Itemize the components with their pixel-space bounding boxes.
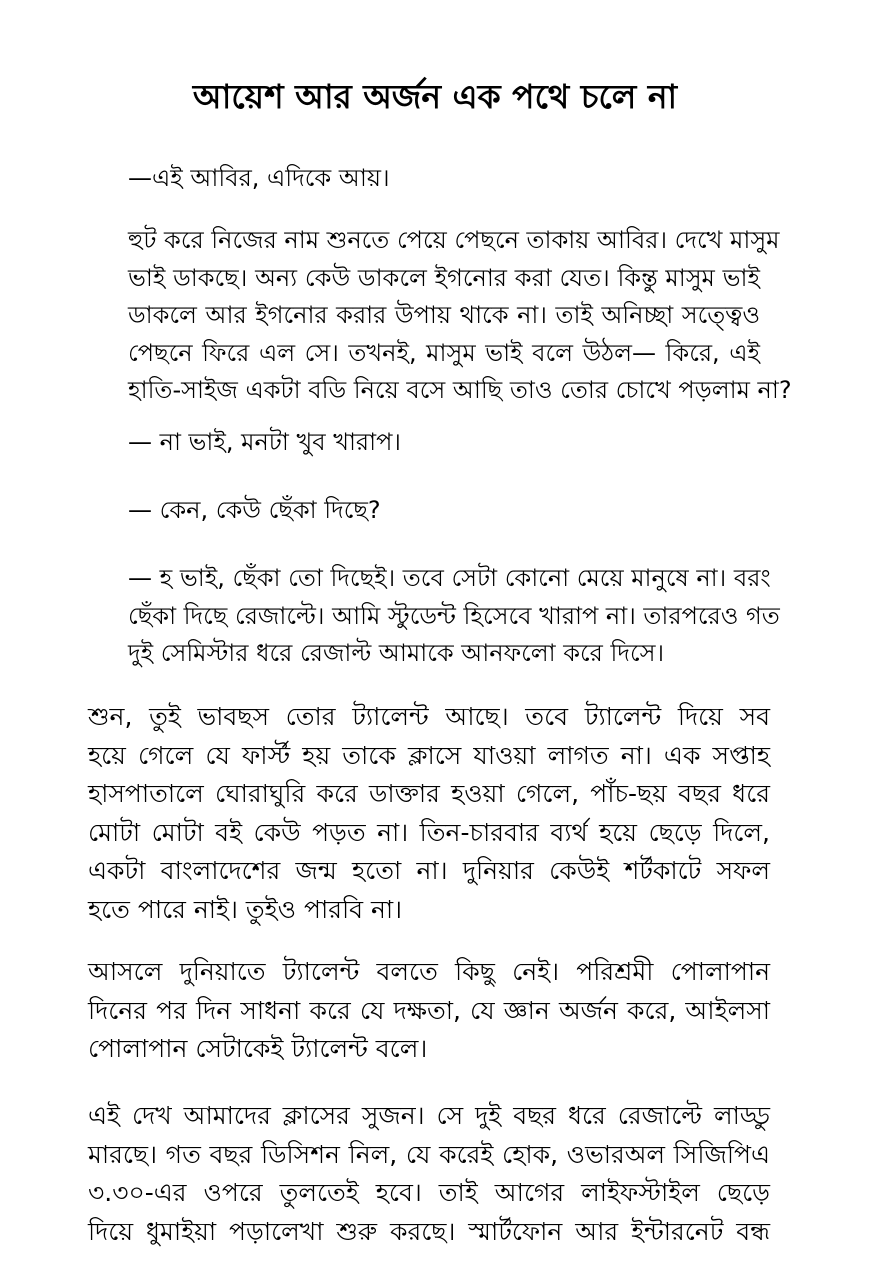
text-line: —এই আবির, এদিকে আয়।: [128, 164, 390, 192]
text-line: ভাই ডাকছে। অন্য কেউ ডাকলে ইগনোর করা যেত। কিন্তু মাসুম ভাই: [128, 263, 760, 292]
dialogue-call: [128, 160, 760, 198]
body-paragraph-hardwork: [88, 953, 770, 1069]
text-line: — না ভাই, মনটা খুব খারাপ।: [128, 428, 401, 456]
text-line: পোলাপান সেটাকেই ট্যালেন্ট বলে।: [88, 1034, 428, 1063]
text-line: মোটা মোটা বই কেউ পড়ত না। তিন-চারবার ব্যর্থ হয়ে ছেড়ে দিলে,: [88, 817, 770, 847]
text-line: পেছনে ফিরে এল সে। তখনই, মাসুম ভাই বলে উঠল— কিরে, এই: [128, 338, 760, 367]
chapter-title: আয়েশ আর অর্জন এক পথে চলে না: [192, 77, 678, 116]
text-line: ছেঁকা দিছে রেজাল্টে। আমি স্টুডেন্ট হিসেবে খারাপ না। তারপরেও গত: [128, 601, 780, 630]
text-line: দুই সেমিস্টার ধরে রেজাল্ট আমাকে আনফলো করে দিসে।: [128, 639, 665, 667]
text-line: হাতি-সাইজ একটা বডি নিয়ে বসে আছি তাও তোর চোখে পড়লাম না?: [128, 376, 792, 404]
text-line: একটা বাংলাদেশের জন্ম হতো না। দুনিয়ার কেউই শর্টকাটে সফল: [88, 856, 770, 885]
narration-paragraph: [128, 222, 792, 410]
text-line: এই দেখ আমাদের ক্লাসের সুজন। সে দুই বছর ধরে রেজাল্টে লাড্ডু: [88, 1101, 770, 1130]
dialogue-question: [128, 492, 760, 530]
text-line: — কেন, কেউ ছেঁকা দিছে?: [128, 496, 381, 524]
dialogue-reply: [128, 424, 760, 462]
text-line: ডাকলে আর ইগনোর করার উপায় থাকে না। তাই অনিচ্ছা সত্ত্বেও: [128, 301, 760, 329]
dialogue-explanation: [128, 560, 780, 673]
text-line: দিয়ে ধুমাইয়া পড়ালেখা শুরু করছে। স্মার্টফোন আর ইন্টারনেট বন্ধ: [88, 1216, 770, 1246]
text-line: দিনের পর দিন সাধনা করে যে দক্ষতা, যে জ্ঞান অর্জন করে, আইলসা: [88, 995, 770, 1025]
text-line: হয়ে গেলে যে ফার্স্ট হয় তাকে ক্লাসে যাওয়া লাগত না। এক সপ্তাহ: [88, 740, 770, 770]
text-line: হুট করে নিজের নাম শুনতে পেয়ে পেছনে তাকায় আবির। দেখে মাসুম: [128, 226, 780, 254]
text-line: মারছে। গত বছর ডিসিশন নিল, যে করেই হোক, ওভারঅল সিজিপিএ: [88, 1139, 770, 1169]
text-line: হতে পারে নাই। তুইও পারবি না।: [88, 894, 403, 924]
text-line: আসলে দুনিয়াতে ট্যালেন্ট বলতে কিছু নেই। পরিশ্রমী পোলাপান: [88, 957, 770, 986]
text-line: — হ ভাই, ছেঁকা তো দিছেই। তবে সেটা কোনো মেয়ে মানুষে না। বরং: [128, 564, 771, 592]
text-line: শুন, তুই ভাবছস তোর ট্যালেন্ট আছে। তবে ট্যালেন্ট দিয়ে সব: [88, 702, 770, 731]
text-line: ৩.৩০-এর ওপরে তুলতেই হবে। তাই আগের লাইফস্টাইল ছেড়ে: [88, 1178, 770, 1207]
body-paragraph-talent: [88, 698, 770, 929]
text-line: হাসপাতালে ঘোরাঘুরি করে ডাক্তার হওয়া গেলে, পাঁচ-ছয় বছর ধরে: [88, 779, 770, 808]
body-paragraph-sujon: [88, 1097, 770, 1251]
